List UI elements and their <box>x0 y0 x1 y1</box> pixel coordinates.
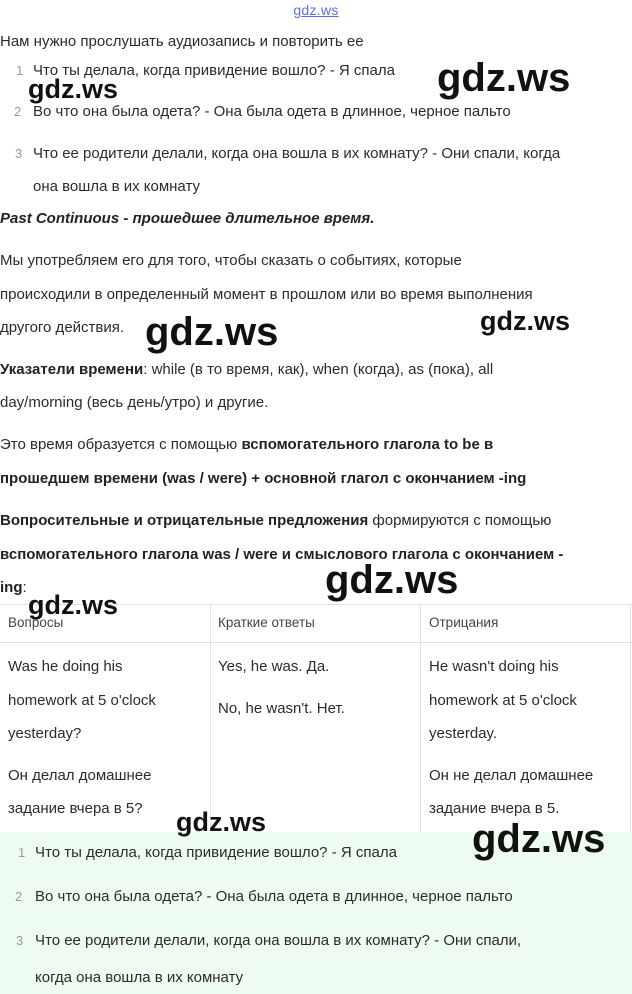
summary-2: Во что она была одета? - Она была одета в длинное, черное пальто <box>35 888 513 905</box>
time-markers-line-2: day/morning (весь день/утро) и другие. <box>0 394 269 411</box>
table-header-negations: Отрицания <box>429 615 499 630</box>
formation-plain: Это время образуется с помощью <box>0 436 242 453</box>
watermark-logo: gdz.ws <box>28 590 119 620</box>
table-cell-negations <box>429 650 593 826</box>
cell-line: homework at 5 o'clock <box>8 691 156 709</box>
answer-2: Во что она была одета? - Она была одета в длинное, черное пальто <box>33 103 511 120</box>
watermark-logo: gdz.ws <box>145 310 279 354</box>
formation-line-2: прошедшем времени (was / were) + основной глагол с окончанием -ing <box>0 470 527 487</box>
table-divider <box>630 605 631 833</box>
table-cell-questions <box>8 650 156 826</box>
summary-3-line-1: Что ее родители делали, когда она вошла в их комнату? - Они спали, <box>35 932 522 949</box>
questions-line-3 <box>0 578 27 598</box>
time-markers-line-1 <box>0 360 493 380</box>
cell-line: Was he doing his <box>8 658 123 675</box>
summary-number-2: 2 <box>15 889 23 904</box>
summary-1: Что ты делала, когда привидение вошло? - Я спала <box>35 844 397 861</box>
grammar-heading: Past Continuous - прошедшее длительное время. <box>0 210 375 227</box>
questions-line-1 <box>0 511 551 531</box>
watermark-logo: gdz.ws <box>437 56 571 100</box>
table-header-questions: Вопросы <box>8 615 64 630</box>
questions-plain: формируются с помощью <box>368 512 552 529</box>
watermark-logo: gdz.ws <box>176 807 267 837</box>
answer-number-3: 3 <box>15 146 23 161</box>
questions-colon: : <box>22 579 27 596</box>
summary-3-line-2: когда она вошла в их комнату <box>35 969 244 986</box>
cell-line: He wasn't doing his <box>429 658 559 675</box>
questions-ing: ing <box>0 579 23 596</box>
grammar-table <box>0 604 632 833</box>
summary-number-1: 1 <box>18 845 26 860</box>
table-divider <box>210 605 211 833</box>
table-divider <box>420 605 421 833</box>
answer-number-2: 2 <box>14 104 22 119</box>
formation-line-1 <box>0 435 493 455</box>
answer-3-line-2: она вошла в их комнату <box>33 178 200 195</box>
table-cell-short-answers <box>218 650 345 725</box>
top-watermark-link[interactable]: gdz.ws <box>293 2 339 18</box>
cell-line: yesterday. <box>429 725 498 742</box>
intro-text: Нам нужно прослушать аудиозапись и повторить ее <box>0 33 364 50</box>
watermark-logo: gdz.ws <box>472 817 606 861</box>
cell-line: задание вчера в 5. <box>429 800 560 817</box>
questions-bold: Вопросительные и отрицательные предложения <box>0 512 369 529</box>
cell-line: Он делал домашнее <box>8 766 152 784</box>
answer-number-1: 1 <box>16 63 24 78</box>
formation-bold: вспомогательного глагола to be в <box>241 436 494 453</box>
watermark-logo: gdz.ws <box>480 306 571 336</box>
summary-number-3: 3 <box>16 933 24 948</box>
cell-line: yesterday? <box>8 725 82 742</box>
watermark-logo: gdz.ws <box>325 558 459 602</box>
definition-line-2: происходили в определенный момент в прошлом или во время выполнения <box>0 286 533 303</box>
table-header-divider <box>0 642 632 643</box>
time-markers-text: : while (в то время, как), when (когда), as (пока), all <box>143 361 494 378</box>
cell-line: homework at 5 o'clock <box>429 691 577 709</box>
time-markers-label: Указатели времени <box>0 361 144 378</box>
questions-line-2: вспомогательного глагола was / were и смыслового глагола с окончанием - <box>0 546 564 563</box>
cell-line: Он не делал домашнее <box>429 766 594 784</box>
cell-line: No, he wasn't. Нет. <box>218 699 345 717</box>
definition-line-3: другого действия. <box>0 319 125 336</box>
answer-3-line-1: Что ее родители делали, когда она вошла в их комнату? - Они спали, когда <box>33 145 561 162</box>
definition-line-1: Мы употребляем его для того, чтобы сказать о событиях, которые <box>0 252 462 269</box>
table-header-short-answers: Краткие ответы <box>218 615 315 630</box>
cell-line: задание вчера в 5? <box>8 800 143 817</box>
cell-line: Yes, he was. Да. <box>218 658 330 675</box>
answer-1: Что ты делала, когда привидение вошло? - Я спала <box>33 62 395 79</box>
watermark-logo: gdz.ws <box>28 74 119 104</box>
